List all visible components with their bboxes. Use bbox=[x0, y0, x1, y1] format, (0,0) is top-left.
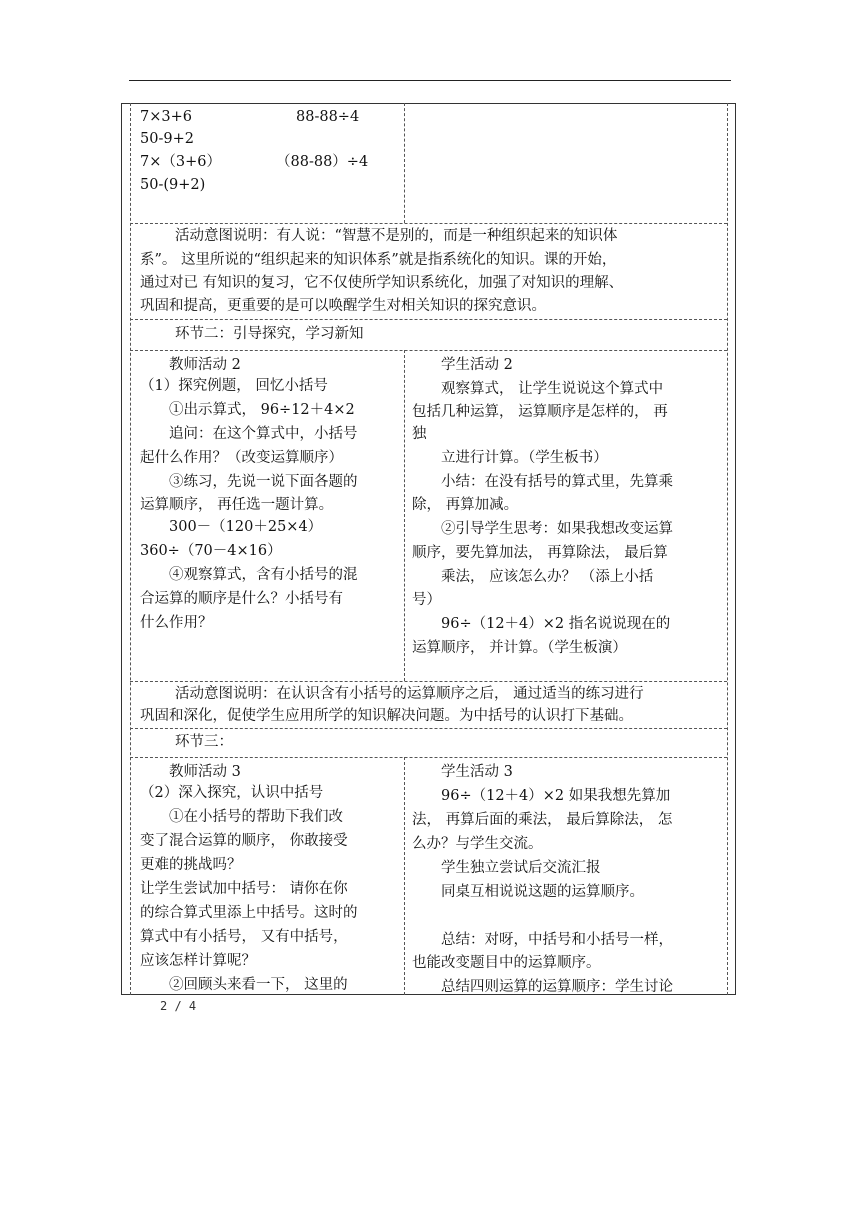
header-rule bbox=[129, 80, 731, 81]
intent-line: 巩固和深化，促使学生应用所学的知识解决问题。为中括号的认识打下基础。 bbox=[140, 708, 633, 724]
teacher-line: 360÷（70－4×16） bbox=[140, 543, 282, 559]
student-line: 同桌互相说说这题的运算顺序。 bbox=[441, 884, 644, 900]
teacher-line: 起什么作用？（改变运算顺序） bbox=[140, 450, 343, 466]
teacher-line: 运算顺序， 再任选一题计算。 bbox=[140, 497, 334, 513]
teacher-line: 教师活动 3 bbox=[169, 764, 241, 780]
teacher-line: 教师活动 2 bbox=[169, 357, 241, 373]
teacher-line: ③练习，先说一说下面各题的 bbox=[169, 474, 358, 490]
teacher-line: 算式中有小括号， 又有中括号， bbox=[140, 929, 348, 945]
student-line: 包括几种运算， 运算顺序是怎样的， 再 bbox=[412, 404, 668, 420]
student-line: 除， 再算加减。 bbox=[412, 497, 519, 513]
row-divider-6 bbox=[130, 757, 727, 758]
student-line: 96÷（12＋4）×2 指名说说现在的 bbox=[441, 616, 671, 632]
table-right-dashed-border bbox=[727, 103, 728, 995]
student-activity-2 bbox=[412, 355, 724, 659]
stage-3-title: 环节三： bbox=[175, 734, 233, 750]
student-line: 顺序，要先算加法， 再算除法， 最后算 bbox=[412, 545, 668, 561]
teacher-line: 变了混合运算的顺序， 你敢接受 bbox=[140, 833, 348, 849]
teacher-line: ②回顾头来看一下， 这里的 bbox=[169, 977, 348, 993]
math-line-right: 88-88÷4 bbox=[296, 109, 360, 125]
column-divider-3 bbox=[404, 757, 405, 995]
student-line: 学生活动 3 bbox=[441, 764, 513, 780]
student-line: 运算顺序， 并计算。（学生板演） bbox=[412, 640, 627, 656]
teacher-line: ④观察算式，含有小括号的混 bbox=[169, 567, 358, 583]
math-line-left: 7×（3+6） bbox=[140, 154, 221, 170]
row-divider-2 bbox=[130, 319, 727, 320]
math-line-left: 50-9+2 bbox=[140, 131, 194, 147]
student-line: 么办？与学生交流。 bbox=[412, 836, 543, 852]
table-left-dashed-border bbox=[130, 103, 131, 995]
student-line: 独 bbox=[412, 426, 427, 442]
teacher-activity-2 bbox=[140, 355, 402, 634]
math-line-right: （88-88）÷4 bbox=[276, 154, 369, 170]
student-line: 学生独立尝试后交流汇报 bbox=[441, 860, 601, 876]
student-activity-3 bbox=[412, 762, 724, 998]
student-line: 总结四则运算的运算顺序：学生讨论 bbox=[441, 979, 673, 995]
student-line: 小结：在没有括号的算式里，先算乘 bbox=[441, 474, 673, 490]
teacher-line: ①出示算式， 96÷12＋4×2 bbox=[169, 402, 355, 418]
teacher-line: 应该怎样计算呢？ bbox=[140, 953, 256, 969]
teacher-line: 更难的挑战吗？ bbox=[140, 857, 242, 873]
teacher-line: 追问：在这个算式中，小括号 bbox=[169, 426, 358, 442]
column-divider-2 bbox=[404, 350, 405, 681]
teacher-line: ①在小括号的帮助下我们改 bbox=[169, 809, 343, 825]
teacher-line: 让学生尝试加中括号： 请你在你 bbox=[140, 881, 348, 897]
intent-line: 活动意图说明：有人说：“智慧不是别的，而是一种组织起来的知识体 bbox=[175, 228, 618, 244]
teacher-line: （1）探究例题， 回忆小括号 bbox=[140, 378, 328, 394]
student-line: ②引导学生思考：如果我想改变运算 bbox=[441, 521, 673, 537]
student-line: 也能改变题目中的运算顺序。 bbox=[412, 955, 601, 971]
student-line: 96÷（12＋4）×2 如果我想先算加 bbox=[441, 788, 671, 804]
student-line: 学生活动 2 bbox=[441, 357, 513, 373]
intent-line: 巩固和提高，更重要的是可以唤醒学生对相关知识的探究意识。 bbox=[140, 298, 546, 314]
stage-2-title: 环节二：引导探究，学习新知 bbox=[175, 326, 364, 342]
student-spacer bbox=[412, 903, 724, 927]
student-line: 法， 再算后面的乘法， 最后算除法， 怎 bbox=[412, 812, 673, 828]
teacher-line: 300－（120＋25×4） bbox=[169, 519, 323, 535]
student-line: 立进行计算。（学生板书） bbox=[441, 450, 608, 466]
intent-line: 通过对已 有知识的复习，它不仅使所学知识系统化，加强了对知识的理解、 bbox=[140, 275, 624, 291]
teacher-activity-3 bbox=[140, 762, 402, 996]
student-line: 观察算式， 让学生说说这个算式中 bbox=[441, 381, 664, 397]
row-divider-3 bbox=[130, 350, 727, 351]
row-divider-1 bbox=[130, 223, 727, 224]
math-line-left: 50-(9+2) bbox=[140, 177, 206, 193]
teacher-line: 的综合算式里添上中括号。这时的 bbox=[140, 905, 358, 921]
intent-line: 系”。 这里所说的“组织起来的知识体系”就是指系统化的知识。课的开始， bbox=[140, 252, 617, 268]
page-number: 2 / 4 bbox=[160, 999, 197, 1013]
teacher-line: 什么作用？ bbox=[140, 615, 213, 631]
teacher-line: （2）深入探究，认识中括号 bbox=[140, 785, 324, 801]
teacher-line: 合运算的顺序是什么？小括号有 bbox=[140, 591, 343, 607]
math-line-left: 7×3+6 bbox=[140, 109, 192, 125]
intent-line: 活动意图说明：在认识含有小括号的运算顺序之后， 通过适当的练习进行 bbox=[175, 686, 644, 702]
student-line: 乘法， 应该怎么办？ （添上小括 bbox=[441, 569, 654, 585]
row-divider-5 bbox=[130, 728, 727, 729]
column-divider-1 bbox=[404, 103, 405, 223]
student-line: 号） bbox=[412, 592, 441, 608]
row-divider-4 bbox=[130, 681, 727, 682]
student-line: 总结：对呀，中括号和小括号一样， bbox=[441, 932, 673, 948]
